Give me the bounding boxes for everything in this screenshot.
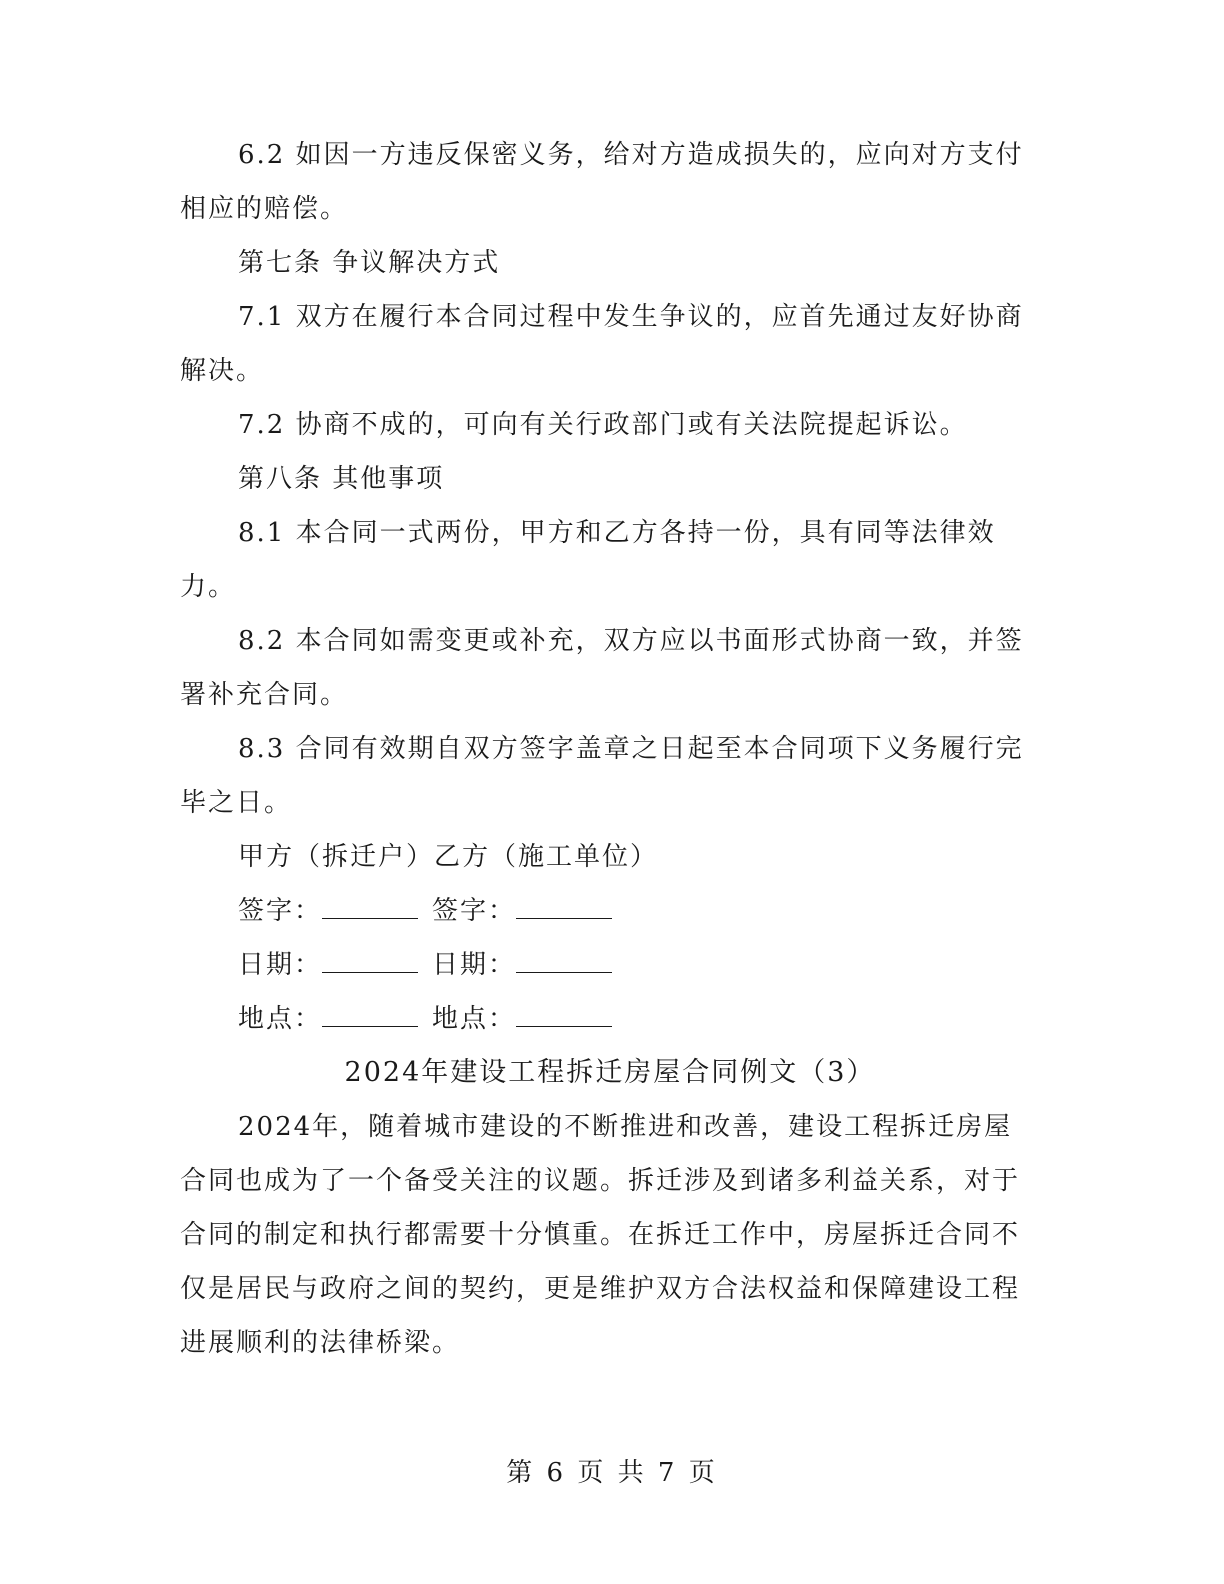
- party-a-sign-blank: [322, 898, 418, 919]
- party-b-sign-blank: [516, 898, 612, 919]
- signature-row: [180, 884, 1040, 938]
- clause-7-2: 7.2 协商不成的，可向有关行政部门或有关法院提起诉讼。: [238, 410, 968, 440]
- place-row: [180, 992, 1040, 1046]
- party-b-date-label: 日期：: [432, 950, 517, 980]
- clause-6-2: 6.2 如因一方违反保密义务，给对方造成损失的，应向对方支付相应的赔偿。: [180, 140, 1024, 224]
- date-row: [180, 938, 1040, 992]
- document-page: [180, 128, 1040, 1370]
- signature-parties: 甲方（拆迁户）乙方（施工单位）: [238, 842, 659, 872]
- section-intro: 2024年，随着城市建设的不断推进和改善，建设工程拆迁房屋合同也成为了一个备受关注的议题。拆迁涉及到诸多利益关系，对于合同的制定和执行都需要十分慎重。在拆迁工作中，房屋拆迁合同不仅是居民与政府之间的契约，更是维护双方合法权益和保障建设工程进展顺利的法律桥梁。: [180, 1112, 1021, 1358]
- party-b-place-label: 地点：: [432, 1004, 517, 1034]
- clause-8-3: 8.3 合同有效期自双方签字盖章之日起至本合同项下义务履行完毕之日。: [180, 734, 1024, 818]
- article-7-heading: 第七条 争议解决方式: [238, 248, 501, 278]
- party-a-sign-label: 签字：: [238, 896, 323, 926]
- party-b-sign-label: 签字：: [432, 896, 517, 926]
- page-footer: 第 6 页 共 7 页: [506, 1458, 718, 1488]
- clause-8-2: 8.2 本合同如需变更或补充，双方应以书面形式协商一致，并签署补充合同。: [180, 626, 1024, 710]
- section-title: 2024年建设工程拆迁房屋合同例文（3）: [344, 1057, 876, 1088]
- article-8-heading: 第八条 其他事项: [238, 464, 445, 494]
- party-a-place-label: 地点：: [238, 1004, 323, 1034]
- party-a-date-label: 日期：: [238, 950, 323, 980]
- party-a-date-blank: [322, 952, 418, 973]
- clause-8-1: 8.1 本合同一式两份，甲方和乙方各持一份，具有同等法律效力。: [180, 518, 996, 602]
- party-a-place-blank: [322, 1006, 418, 1027]
- party-b-date-blank: [516, 952, 612, 973]
- party-b-place-blank: [516, 1006, 612, 1027]
- clause-7-1: 7.1 双方在履行本合同过程中发生争议的，应首先通过友好协商解决。: [180, 302, 1024, 386]
